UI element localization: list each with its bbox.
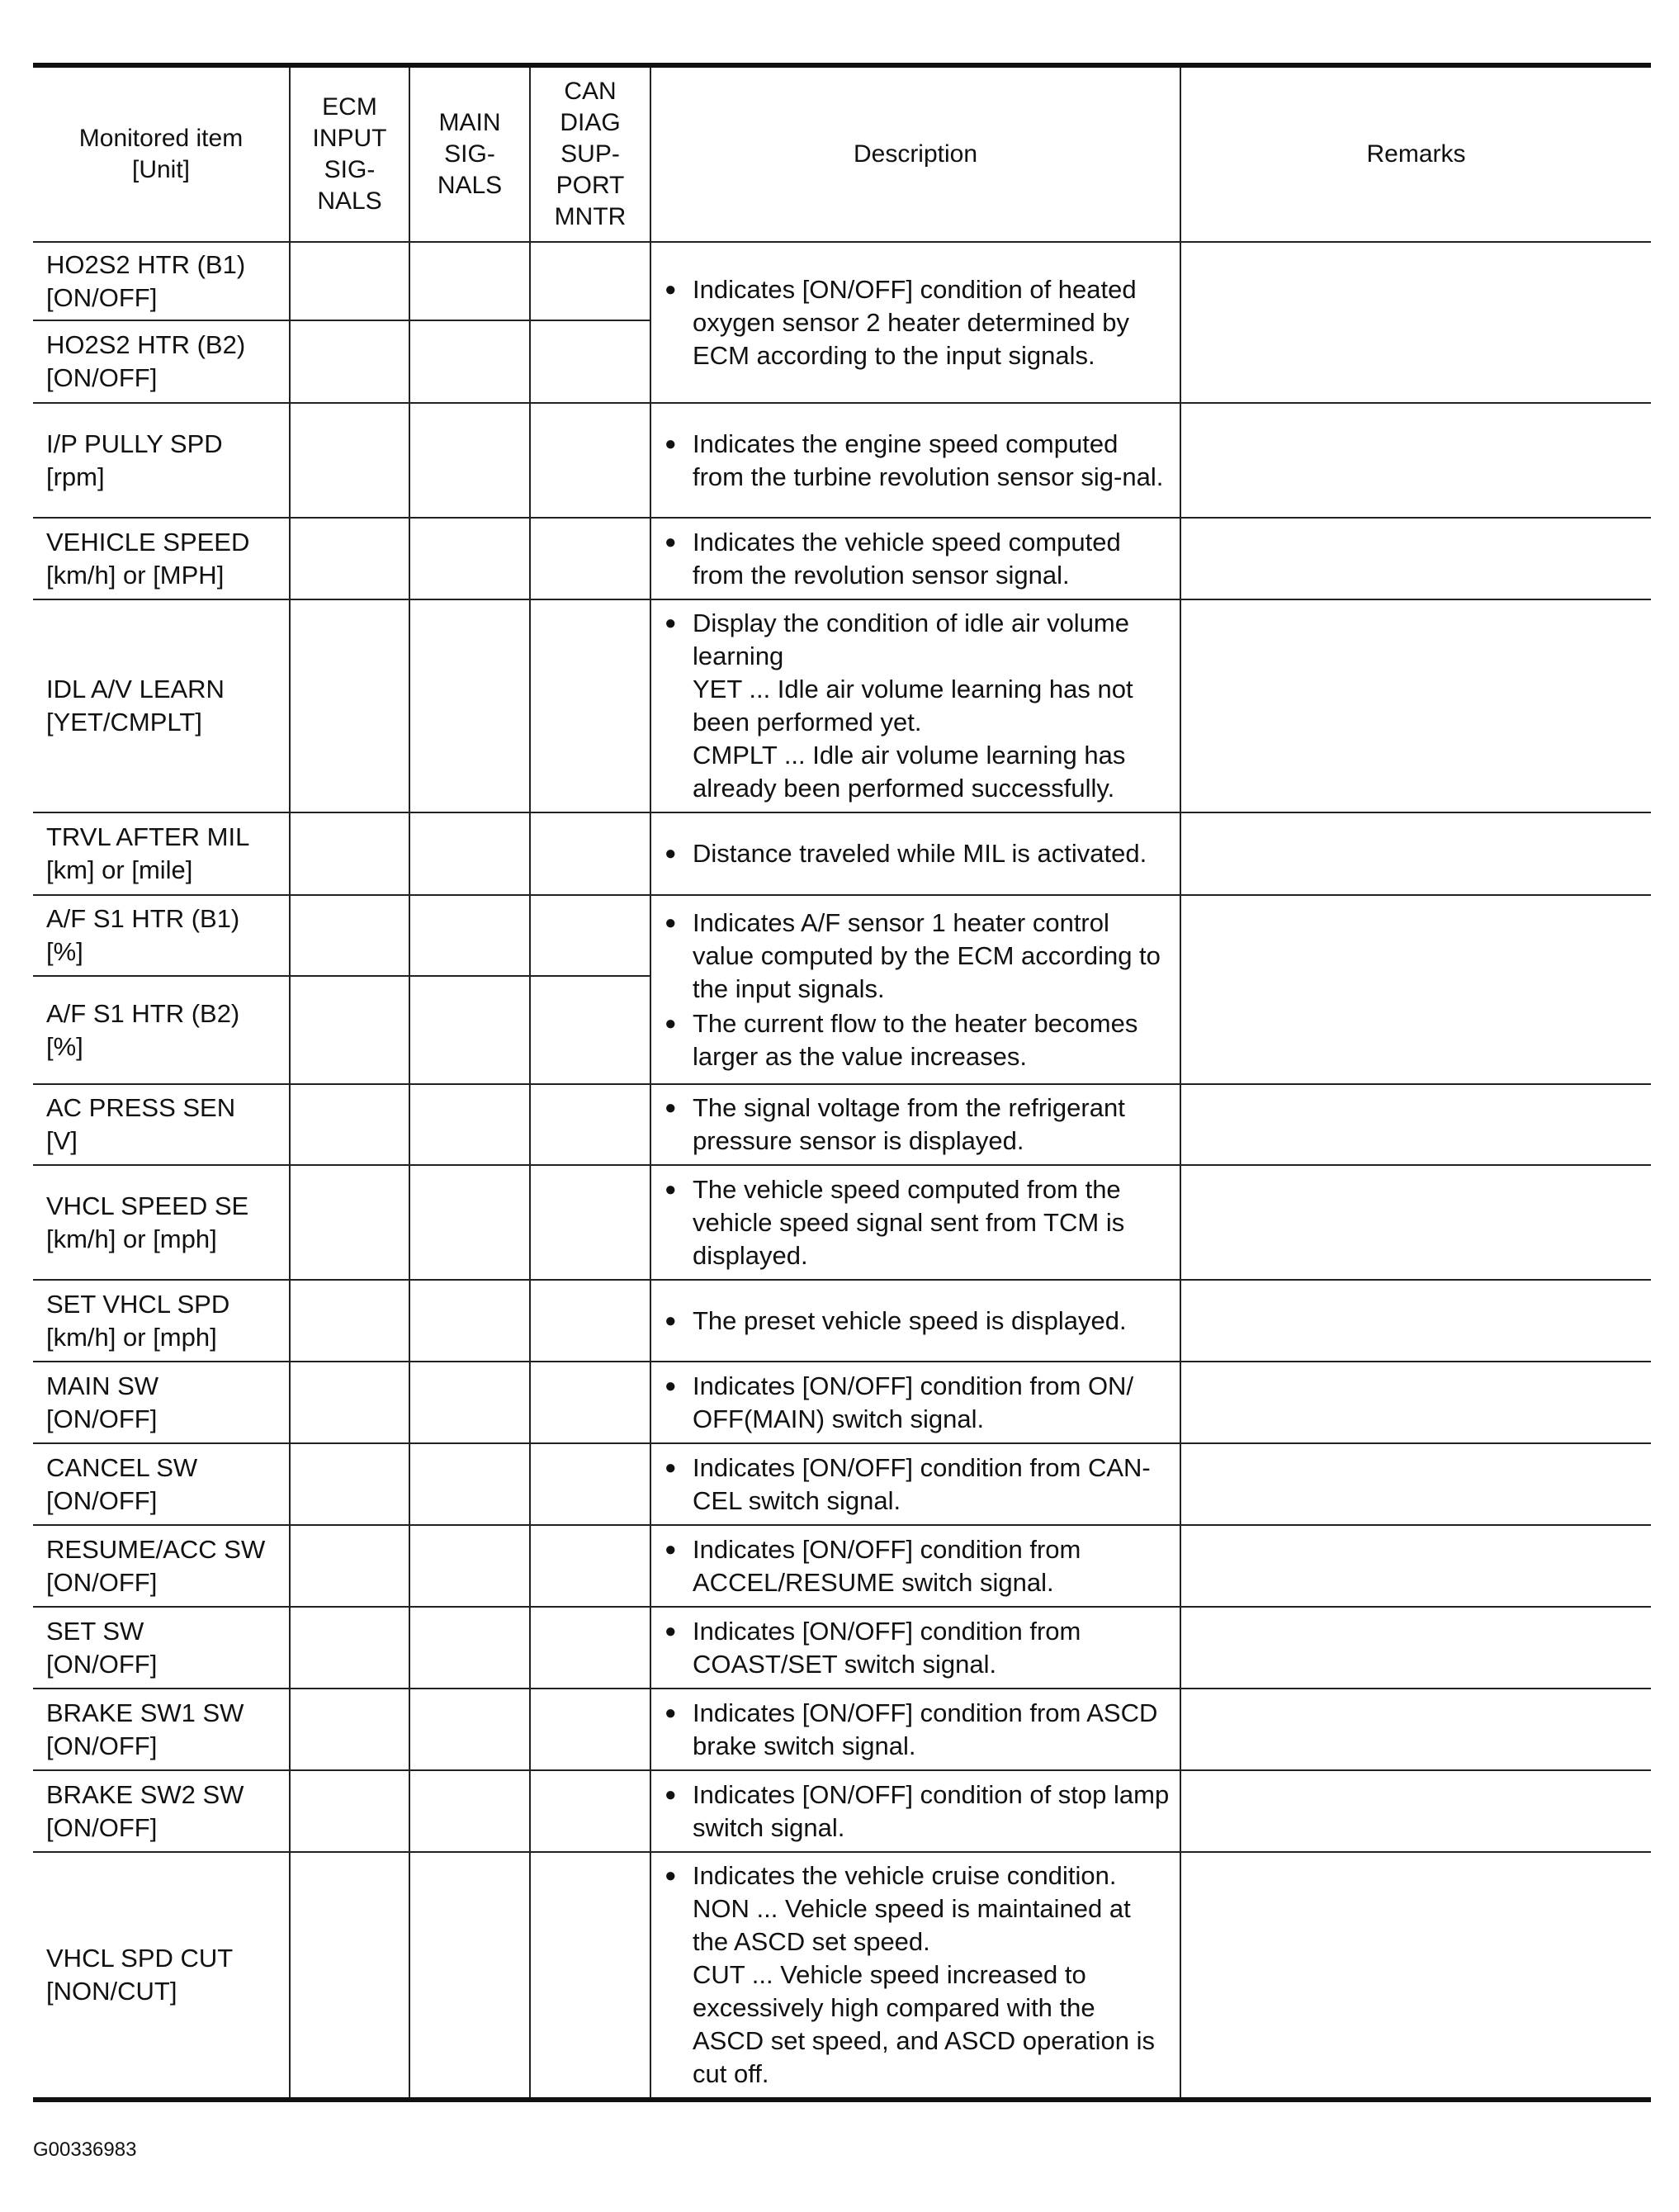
header-ecm-input-signals: ECM INPUT SIG- NALS	[290, 65, 409, 242]
description-cell	[650, 1443, 1180, 1525]
monitored-item-unit: [ON/OFF]	[46, 282, 158, 312]
monitored-item-cell	[33, 403, 290, 518]
monitored-item-name: MAIN SW	[46, 1371, 159, 1400]
remarks-cell	[1180, 895, 1651, 1084]
can-diag-support-mntr-cell	[530, 518, 650, 599]
main-signals-cell	[409, 812, 530, 895]
monitored-item-name: A/F S1 HTR (B1)	[46, 904, 240, 933]
can-diag-support-mntr-cell	[530, 895, 650, 976]
monitored-item-unit: [%]	[46, 1031, 83, 1061]
description-subtext: YET ... Idle air volume learning has not been performed yet.	[693, 675, 1133, 737]
description-bullet	[661, 1370, 1170, 1436]
can-diag-support-mntr-cell	[530, 403, 650, 518]
description-text: ● Indicates A/F sensor 1 heater control value computed by the ECM according to the input signals.	[693, 907, 1161, 1003]
table-header-row	[33, 65, 1651, 242]
monitored-item-unit: [rpm]	[46, 462, 105, 491]
can-diag-support-mntr-cell	[530, 242, 650, 320]
description-bullet	[661, 1452, 1170, 1518]
table-row	[33, 895, 1651, 976]
header-can-diag-support-mntr: CAN DIAG SUP- PORT MNTR	[530, 65, 650, 242]
monitored-item-name: BRAKE SW2 SW	[46, 1779, 244, 1809]
can-diag-support-mntr-cell	[530, 1525, 650, 1607]
monitor-item-table	[33, 63, 1651, 2102]
monitored-item-name: I/P PULLY SPD	[46, 429, 223, 458]
can-diag-support-mntr-cell	[530, 1770, 650, 1852]
main-signals-cell	[409, 403, 530, 518]
description-text: ● The vehicle speed computed from the vehicle speed signal sent from TCM is displayed.	[693, 1174, 1125, 1270]
table-row	[33, 1525, 1651, 1607]
monitored-item-cell	[33, 1607, 290, 1689]
remarks-cell	[1180, 1689, 1651, 1770]
monitored-item-unit: [ON/OFF]	[46, 1404, 158, 1433]
monitored-item-name: SET SW	[46, 1616, 144, 1646]
table-row	[33, 1852, 1651, 2100]
description-bullet	[661, 1305, 1170, 1338]
monitored-item-name: VEHICLE SPEED	[46, 527, 250, 557]
can-diag-support-mntr-cell	[530, 1084, 650, 1165]
can-diag-support-mntr-cell	[530, 320, 650, 403]
table-row	[33, 1280, 1651, 1362]
can-diag-support-mntr-cell	[530, 976, 650, 1084]
monitored-item-name: RESUME/ACC SW	[46, 1534, 266, 1564]
can-diag-support-mntr-cell	[530, 1607, 650, 1689]
monitored-item-unit: [km] or [mile]	[46, 855, 193, 884]
monitored-item-cell	[33, 1165, 290, 1280]
ecm-input-signals-cell	[290, 1525, 409, 1607]
remarks-cell	[1180, 812, 1651, 895]
description-text: ● The current flow to the heater becomes larger as the value increases.	[693, 1008, 1138, 1071]
main-signals-cell	[409, 1280, 530, 1362]
main-signals-cell	[409, 1165, 530, 1280]
description-bullet	[661, 1533, 1170, 1599]
ecm-input-signals-cell	[290, 1443, 409, 1525]
monitored-item-cell	[33, 242, 290, 320]
monitored-item-name: AC PRESS SEN	[46, 1093, 236, 1122]
remarks-cell	[1180, 1607, 1651, 1689]
can-diag-support-mntr-cell	[530, 1852, 650, 2100]
description-cell	[650, 1165, 1180, 1280]
monitored-item-unit: [V]	[46, 1126, 78, 1155]
monitored-item-name: A/F S1 HTR (B2)	[46, 998, 240, 1028]
description-bullet	[661, 526, 1170, 592]
remarks-cell	[1180, 518, 1651, 599]
table-row	[33, 1770, 1651, 1852]
remarks-cell	[1180, 1770, 1651, 1852]
description-text: ● Indicates [ON/OFF] condition of heated oxygen sensor 2 heater determined by ECM according to the input signals.	[693, 274, 1137, 370]
monitored-item-unit: [NON/CUT]	[46, 1977, 177, 2006]
figure-id: G00336983	[33, 2139, 137, 2161]
table-row	[33, 1084, 1651, 1165]
table-row	[33, 1362, 1651, 1443]
description-bullet	[661, 1615, 1170, 1681]
ecm-input-signals-cell	[290, 812, 409, 895]
remarks-cell	[1180, 1525, 1651, 1607]
ecm-input-signals-cell	[290, 1362, 409, 1443]
description-cell	[650, 812, 1180, 895]
description-cell	[650, 895, 1180, 1084]
ecm-input-signals-cell	[290, 1689, 409, 1770]
description-bullet	[661, 1859, 1170, 2091]
description-cell	[650, 599, 1180, 812]
monitored-item-name: CANCEL SW	[46, 1452, 198, 1482]
monitored-item-cell	[33, 1770, 290, 1852]
header-remarks: Remarks	[1180, 65, 1651, 242]
description-subtext: NON ... Vehicle speed is maintained at the ASCD set speed.	[693, 1894, 1131, 1956]
description-cell	[650, 1525, 1180, 1607]
monitored-item-unit: [km/h] or [mph]	[46, 1322, 217, 1352]
monitored-item-unit: [km/h] or [mph]	[46, 1224, 217, 1253]
monitor-item-sheet	[33, 63, 1651, 2102]
table-body	[33, 242, 1651, 2100]
main-signals-cell	[409, 1525, 530, 1607]
monitored-item-unit: [ON/OFF]	[46, 1812, 158, 1842]
description-cell	[650, 1280, 1180, 1362]
remarks-cell	[1180, 599, 1651, 812]
description-text: ● Display the condition of idle air volume learning	[693, 609, 1129, 670]
description-cell	[650, 1607, 1180, 1689]
description-bullet	[661, 1007, 1170, 1073]
description-text: ● Indicates the vehicle speed computed from the revolution sensor signal.	[693, 527, 1121, 590]
monitored-item-cell	[33, 976, 290, 1084]
description-text: ● Indicates the engine speed computed from the turbine revolution sensor sig-nal.	[693, 429, 1164, 491]
main-signals-cell	[409, 1443, 530, 1525]
remarks-cell	[1180, 242, 1651, 403]
remarks-cell	[1180, 1280, 1651, 1362]
description-cell	[650, 1852, 1180, 2100]
main-signals-cell	[409, 1689, 530, 1770]
monitored-item-cell	[33, 1525, 290, 1607]
table-row	[33, 812, 1651, 895]
description-cell	[650, 403, 1180, 518]
can-diag-support-mntr-cell	[530, 1362, 650, 1443]
monitored-item-cell	[33, 1689, 290, 1770]
can-diag-support-mntr-cell	[530, 599, 650, 812]
header-description: Description	[650, 65, 1180, 242]
monitored-item-unit: [ON/OFF]	[46, 1567, 158, 1597]
description-cell	[650, 518, 1180, 599]
remarks-cell	[1180, 1852, 1651, 2100]
description-bullet	[661, 607, 1170, 805]
table-row	[33, 599, 1651, 812]
description-bullet	[661, 1092, 1170, 1158]
main-signals-cell	[409, 1362, 530, 1443]
monitored-item-name: VHCL SPEED SE	[46, 1191, 249, 1220]
ecm-input-signals-cell	[290, 1084, 409, 1165]
monitored-item-unit: [ON/OFF]	[46, 1649, 158, 1679]
description-text: ● The preset vehicle speed is displayed.	[693, 1305, 1127, 1335]
remarks-cell	[1180, 403, 1651, 518]
description-subtext: CMPLT ... Idle air volume learning has already been performed successfully.	[693, 741, 1126, 803]
can-diag-support-mntr-cell	[530, 1689, 650, 1770]
description-text: ● The signal voltage from the refrigerant pressure sensor is displayed.	[693, 1093, 1125, 1155]
remarks-cell	[1180, 1362, 1651, 1443]
description-text: ● Indicates [ON/OFF] condition of stop lamp switch signal.	[693, 1779, 1170, 1842]
ecm-input-signals-cell	[290, 895, 409, 976]
main-signals-cell	[409, 1852, 530, 2100]
ecm-input-signals-cell	[290, 403, 409, 518]
monitored-item-name: HO2S2 HTR (B2)	[46, 330, 246, 359]
monitored-item-unit: [ON/OFF]	[46, 1731, 158, 1760]
description-cell	[650, 1084, 1180, 1165]
can-diag-support-mntr-cell	[530, 1443, 650, 1525]
monitored-item-cell	[33, 518, 290, 599]
description-text: ● Indicates [ON/OFF] condition from COAST/SET switch signal.	[693, 1616, 1081, 1679]
can-diag-support-mntr-cell	[530, 1165, 650, 1280]
monitored-item-unit: [ON/OFF]	[46, 1485, 158, 1515]
table-row	[33, 403, 1651, 518]
monitored-item-cell	[33, 599, 290, 812]
monitored-item-unit: [ON/OFF]	[46, 363, 158, 392]
main-signals-cell	[409, 1770, 530, 1852]
monitored-item-name: VHCL SPD CUT	[46, 1944, 234, 1973]
header-monitored-item: Monitored item [Unit]	[33, 65, 290, 242]
ecm-input-signals-cell	[290, 518, 409, 599]
can-diag-support-mntr-cell	[530, 1280, 650, 1362]
main-signals-cell	[409, 320, 530, 403]
monitored-item-cell	[33, 1280, 290, 1362]
ecm-input-signals-cell	[290, 1607, 409, 1689]
ecm-input-signals-cell	[290, 976, 409, 1084]
ecm-input-signals-cell	[290, 320, 409, 403]
table-row	[33, 242, 1651, 320]
monitored-item-name: TRVL AFTER MIL	[46, 822, 250, 851]
monitored-item-name: IDL A/V LEARN	[46, 675, 225, 703]
monitored-item-cell	[33, 1362, 290, 1443]
table-row	[33, 1165, 1651, 1280]
header-main-signals: MAIN SIG- NALS	[409, 65, 530, 242]
table-row	[33, 1607, 1651, 1689]
monitored-item-unit: [YET/CMPLT]	[46, 708, 202, 737]
description-subtext: CUT ... Vehicle speed increased to excessively high compared with the ASCD set speed, and ASCD operation is cut off.	[693, 1960, 1156, 2088]
ecm-input-signals-cell	[290, 1852, 409, 2100]
remarks-cell	[1180, 1443, 1651, 1525]
main-signals-cell	[409, 599, 530, 812]
description-cell	[650, 1770, 1180, 1852]
description-text: ● Indicates [ON/OFF] condition from ON/ OFF(MAIN) switch signal.	[693, 1371, 1134, 1433]
ecm-input-signals-cell	[290, 1280, 409, 1362]
description-text: ● Indicates [ON/OFF] condition from ACCEL/RESUME switch signal.	[693, 1534, 1081, 1597]
description-bullet	[661, 428, 1170, 494]
monitored-item-cell	[33, 1852, 290, 2100]
description-text: ● Indicates [ON/OFF] condition from ASCD brake switch signal.	[693, 1698, 1158, 1760]
monitored-item-cell	[33, 812, 290, 895]
description-bullet	[661, 907, 1170, 1006]
main-signals-cell	[409, 895, 530, 976]
monitored-item-unit: [km/h] or [MPH]	[46, 560, 225, 590]
description-text: ● Indicates [ON/OFF] condition from CAN-CEL switch signal.	[693, 1452, 1151, 1515]
monitored-item-unit: [%]	[46, 937, 83, 966]
main-signals-cell	[409, 518, 530, 599]
description-text: ● Distance traveled while MIL is activated.	[693, 839, 1147, 868]
main-signals-cell	[409, 242, 530, 320]
monitored-item-name: BRAKE SW1 SW	[46, 1698, 244, 1727]
remarks-cell	[1180, 1084, 1651, 1165]
monitored-item-name: HO2S2 HTR (B1)	[46, 249, 246, 279]
monitored-item-name: SET VHCL SPD	[46, 1289, 230, 1319]
description-bullet	[661, 1779, 1170, 1845]
can-diag-support-mntr-cell	[530, 812, 650, 895]
description-cell	[650, 1689, 1180, 1770]
main-signals-cell	[409, 1084, 530, 1165]
ecm-input-signals-cell	[290, 599, 409, 812]
description-bullet	[661, 1697, 1170, 1763]
description-bullet	[661, 273, 1170, 372]
table-row	[33, 1443, 1651, 1525]
main-signals-cell	[409, 1607, 530, 1689]
main-signals-cell	[409, 976, 530, 1084]
monitored-item-cell	[33, 1084, 290, 1165]
monitored-item-cell	[33, 320, 290, 403]
description-text: ● Indicates the vehicle cruise condition.	[693, 1861, 1117, 1890]
description-bullet	[661, 1173, 1170, 1272]
monitored-item-cell	[33, 1443, 290, 1525]
description-bullet	[661, 837, 1170, 870]
table-row	[33, 518, 1651, 599]
ecm-input-signals-cell	[290, 242, 409, 320]
ecm-input-signals-cell	[290, 1165, 409, 1280]
ecm-input-signals-cell	[290, 1770, 409, 1852]
table-row	[33, 1689, 1651, 1770]
monitored-item-cell	[33, 895, 290, 976]
description-cell	[650, 242, 1180, 403]
remarks-cell	[1180, 1165, 1651, 1280]
description-cell	[650, 1362, 1180, 1443]
